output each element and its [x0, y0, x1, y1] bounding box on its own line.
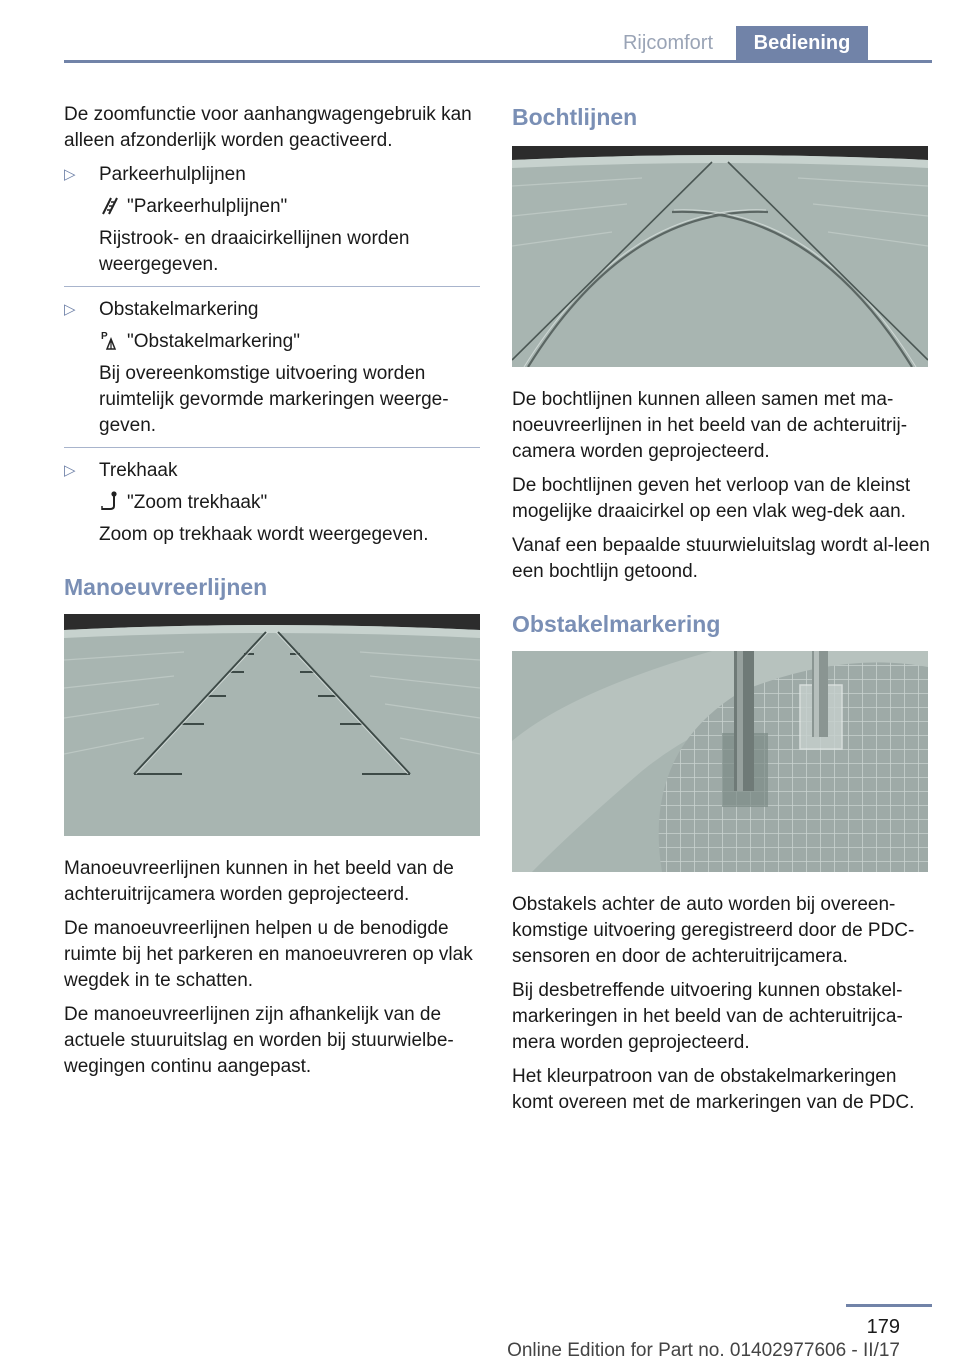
list-item-trekhaak [64, 458, 480, 548]
item-menu-line [99, 194, 480, 220]
obstakelmarkering-camera-image [512, 651, 928, 872]
item-menu-line [99, 329, 480, 355]
triangle-bullet-icon: ▷ [64, 462, 76, 479]
body-paragraph: Het kleurpatroon van de obstakelmarkeringen komt overeen met de markeringen van de PDC. [512, 1066, 915, 1113]
list-divider [64, 447, 480, 448]
page-number: 179 [866, 1316, 900, 1338]
tow-hitch-icon [99, 490, 121, 512]
left-column [64, 102, 480, 1088]
body-paragraph: Bij desbetreffende uitvoering kunnen obstakel-markeringen in het beeld van de achteruitrijca-mera worden geprojecteerd. [512, 980, 903, 1053]
item-menu-label: "Zoom trekhaak" [127, 492, 268, 513]
item-description: Rijstrook- en draaicirkellijnen worden weergegeven. [99, 228, 410, 275]
body-paragraph: De bochtlijnen geven het verloop van de kleinst mogelijke draaicirkel op een vlak weg-dek aan. [512, 475, 911, 522]
intro-text: De zoomfunctie voor aanhangwagengebruik kan alleen afzonderlijk worden geactiveerd. [64, 104, 472, 151]
header-tab-bediening[interactable]: Bediening [736, 26, 868, 60]
body-paragraph: De manoeuvreerlijnen zijn afhankelijk van de actuele stuuruitslag en worden bij stuurwielbe-wegingen continu aangepast. [64, 1004, 454, 1077]
svg-text:P: P [101, 331, 108, 342]
list-item-obstakelmarkering [64, 297, 480, 439]
section-heading-manoeuvreerlijnen: Manoeuvreerlijnen [64, 574, 268, 600]
body-paragraph: De manoeuvreerlijnen helpen u de benodigde ruimte bij het parkeren en manoeuvreren op vlak wegdek in te schatten. [64, 918, 473, 991]
header-rule [64, 60, 932, 63]
right-column [512, 102, 930, 1124]
item-description: Bij overeenkomstige uitvoering worden ruimtelijk gevormde markeringen weerge-geven. [99, 363, 449, 436]
triangle-bullet-icon: ▷ [64, 301, 76, 318]
header-tab-rijcomfort[interactable]: Rijcomfort [622, 32, 713, 54]
triangle-bullet-icon: ▷ [64, 166, 76, 183]
item-title: Obstakelmarkering [99, 299, 259, 320]
item-title: Parkeerhulplijnen [99, 164, 246, 185]
item-description: Zoom op trekhaak wordt weergegeven. [99, 524, 429, 545]
section-heading-obstakelmarkering: Obstakelmarkering [512, 611, 721, 637]
body-paragraph: De bochtlijnen kunnen alleen samen met ma-noeuvreerlijnen in het beeld van de achteruitrij-camera worden geprojecteerd. [512, 389, 908, 462]
list-item-parkeerhulplijnen [64, 162, 480, 278]
obstacle-marking-icon [99, 329, 121, 351]
list-divider [64, 286, 480, 287]
item-menu-label: "Obstakelmarkering" [127, 331, 300, 352]
section-heading-bochtlijnen: Bochtlijnen [512, 104, 638, 130]
body-paragraph: Obstakels achter de auto worden bij overeen-komstige uitvoering geregistreerd door de PDC-sensoren en door de achteruitrijcamera. [512, 894, 915, 967]
body-paragraph: Manoeuvreerlijnen kunnen in het beeld van de achteruitrijcamera worden geprojecteerd. [64, 858, 454, 905]
footer-rule [846, 1304, 932, 1307]
body-paragraph: Vanaf een bepaalde stuurwieluitslag wordt al-leen een bochtlijn getoond. [512, 535, 930, 582]
item-menu-line [99, 490, 480, 516]
item-menu-label: "Parkeerhulplijnen" [127, 196, 288, 217]
parking-lines-icon [99, 194, 121, 216]
bochtlijnen-camera-image [512, 146, 928, 367]
manoeuvreerlijnen-camera-image [64, 614, 480, 836]
item-title: Trekhaak [99, 460, 178, 481]
edition-note: Online Edition for Part no. 01402977606 - II/17 [507, 1340, 900, 1361]
